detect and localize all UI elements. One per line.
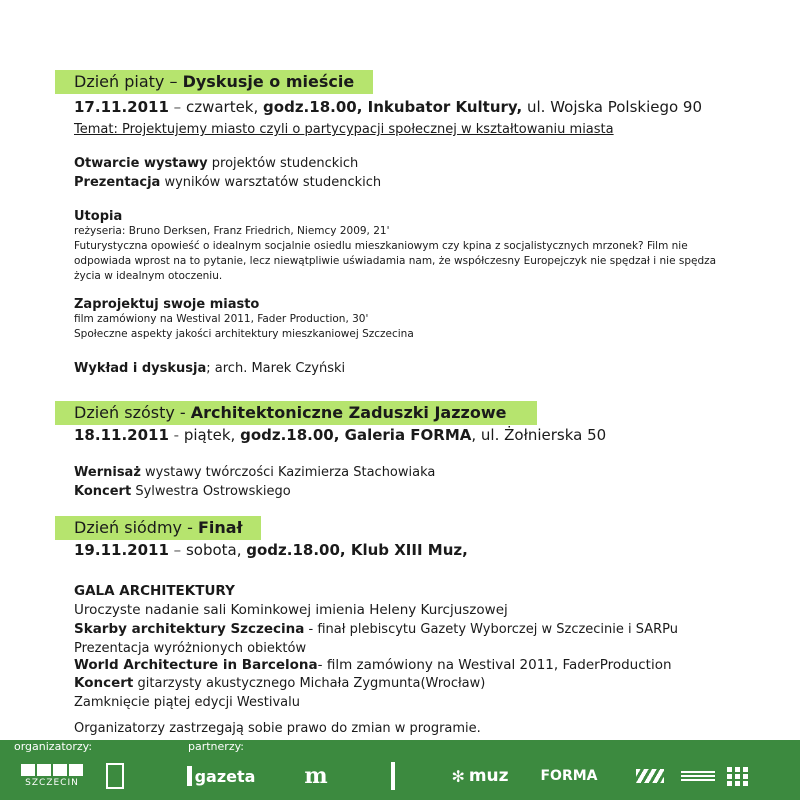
- gala-heading: GALA ARCHITEKTURY: [74, 583, 235, 599]
- philharmonic-logo: [378, 760, 408, 792]
- city-logo: [104, 760, 126, 792]
- gala-line-closing: Zamknięcie piątej edycji Westivalu: [74, 695, 301, 710]
- day6-item-concert: Koncert Sylwestra Ostrowskiego: [74, 484, 291, 499]
- museum-logo: m: [304, 763, 328, 789]
- day5-topic: Temat: Projektujemy miasto czyli o partycypacji społecznej w kształtowaniu miasta: [74, 122, 614, 137]
- organizers-label: organizatorzy:: [14, 740, 93, 753]
- film1-title: Utopia: [74, 209, 123, 224]
- gazeta-logo: gazeta: [186, 760, 256, 792]
- day6-title: Dzień szósty - Architektoniczne Zaduszki Jazzowe: [74, 403, 507, 422]
- day5-title: Dzień piaty – Dyskusje o mieście: [74, 72, 355, 91]
- partners-label: partnerzy:: [188, 740, 245, 753]
- day5-item-exhibition: Otwarcie wystawy projektów studenckich: [74, 156, 359, 171]
- gala-line-naming: Uroczyste nadanie sali Kominkowej imienia Heleny Kurcjuszowej: [74, 602, 508, 618]
- stripes-logo: [630, 760, 670, 792]
- film2-credits: film zamówiony na Westival 2011, Fader Production, 30': [74, 313, 369, 325]
- day5-details: 17.11.2011 – czwartek, godz.18.00, Inkubator Kultury, ul. Wojska Polskiego 90: [74, 98, 703, 116]
- film1-desc-line3: życia w idealnym otoczeniu.: [74, 270, 223, 282]
- grid-logo: [724, 760, 752, 792]
- film1-desc-line1: Futurystyczna opowieść o idealnym socjalnie osiedlu mieszkaniowym czy kpina z socjalistycznych mrzonek? Film nie: [74, 240, 688, 252]
- film1-credits: reżyseria: Bruno Derksen, Franz Friedrich, Niemcy 2009, 21': [74, 225, 390, 237]
- gala-line-film: World Architecture in Barcelona- film zamówiony na Westival 2011, FaderProduction: [74, 657, 672, 673]
- gala-line-presentation: Prezentacja wyróżnionych obiektów: [74, 641, 307, 656]
- film1-desc-line2: odpowiada wprost na to pytanie, lecz niewątpliwie uświadamia nam, że współczesny Europejczyk nie spędzał i nie spędza: [74, 255, 717, 267]
- partner-text-logo: [678, 760, 718, 792]
- gala-line-treasures: Skarby architektury Szczecina - finał plebiscytu Gazety Wyborczej w Szczecinie i SARPu: [74, 621, 679, 637]
- day6-details: 18.11.2011 - piątek, godz.18.00, Galeria FORMA, ul. Żołnierska 50: [74, 426, 607, 444]
- day5-item-presentation: Prezentacja wyników warsztatów studenckich: [74, 175, 382, 190]
- day7-details: 19.11.2011 – sobota, godz.18.00, Klub XIII Muz,: [74, 541, 468, 559]
- forma-logo: FORMA: [540, 768, 598, 784]
- muz-logo: ✻ muz: [451, 766, 509, 786]
- day5-lecture: Wykład i dyskusja; arch. Marek Czyński: [74, 361, 346, 376]
- film2-desc: Społeczne aspekty jakości architektury mieszkaniowej Szczecina: [74, 328, 414, 340]
- gala-line-concert: Koncert gitarzysty akustycznego Michała Zygmunta(Wrocław): [74, 675, 486, 691]
- day7-title: Dzień siódmy - Finał: [74, 518, 243, 537]
- sarp-logo: SZCZECIN: [12, 760, 92, 792]
- film2-title: Zaprojektuj swoje miasto: [74, 297, 260, 312]
- day6-item-vernissage: Wernisaż wystawy twórczości Kazimierza Stachowiaka: [74, 465, 436, 480]
- program-notice: Organizatorzy zastrzegają sobie prawo do zmian w programie.: [74, 721, 481, 736]
